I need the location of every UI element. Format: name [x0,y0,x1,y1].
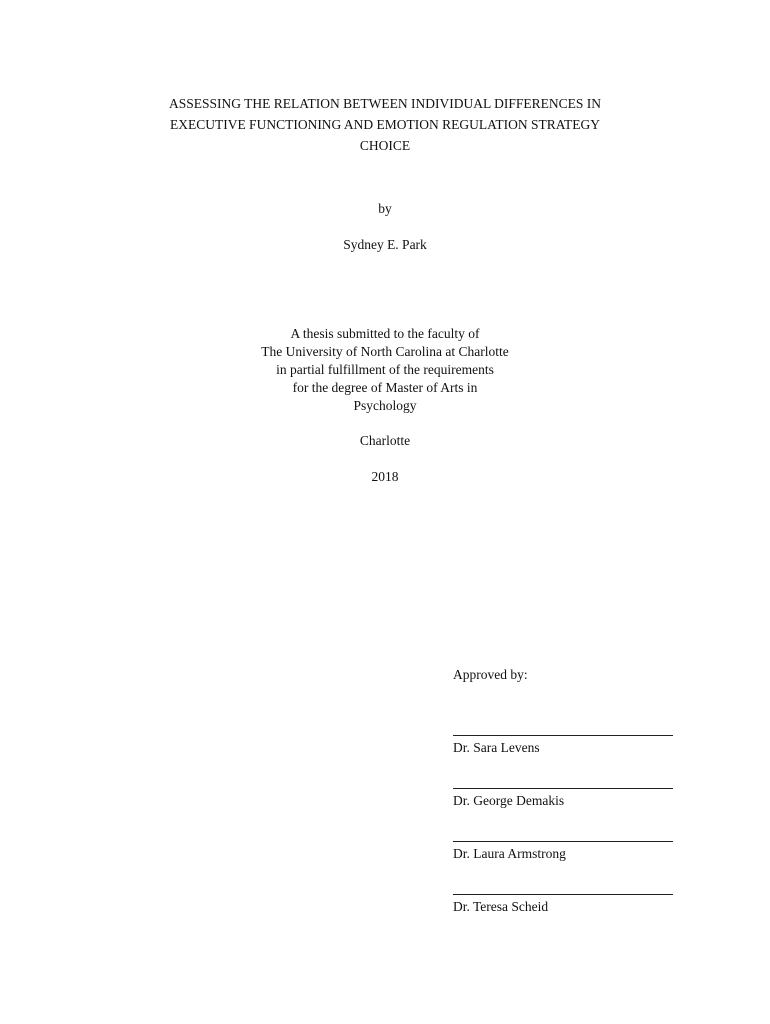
signature-block [453,735,673,757]
signature-line [453,841,673,842]
signature-block [453,788,673,810]
signature-line [453,735,673,736]
signature-line [453,894,673,895]
signature-line [453,788,673,789]
signer-name: Dr. Laura Armstrong [453,846,566,861]
title-line: EXECUTIVE FUNCTIONING AND EMOTION REGULATION STRATEGY [169,117,601,132]
thesis-statement [0,325,770,415]
title-line: ASSESSING THE RELATION BETWEEN INDIVIDUAL DIFFERENCES IN [169,96,601,111]
thesis-title [0,93,770,156]
year: 2018 [371,469,399,484]
statement-line: Psychology [353,398,417,413]
approval-section [453,666,673,914]
place: Charlotte [359,433,411,448]
statement-line: in partial fulfillment of the requirements [276,362,494,377]
title-line: CHOICE [359,138,411,153]
signer-name: Dr. Sara Levens [453,740,540,755]
statement-line: for the degree of Master of Arts in [292,380,478,395]
signature-block [453,841,673,863]
statement-line: A thesis submitted to the faculty of [290,326,480,341]
signer-name: Dr. Teresa Scheid [453,899,549,914]
approved-by-label: Approved by: [453,667,528,682]
statement-line: The University of North Carolina at Charlotte [261,344,509,359]
by-label: by [378,201,392,216]
author-name: Sydney E. Park [343,237,427,252]
signer-name: Dr. George Demakis [453,793,565,808]
signature-block [453,894,673,916]
